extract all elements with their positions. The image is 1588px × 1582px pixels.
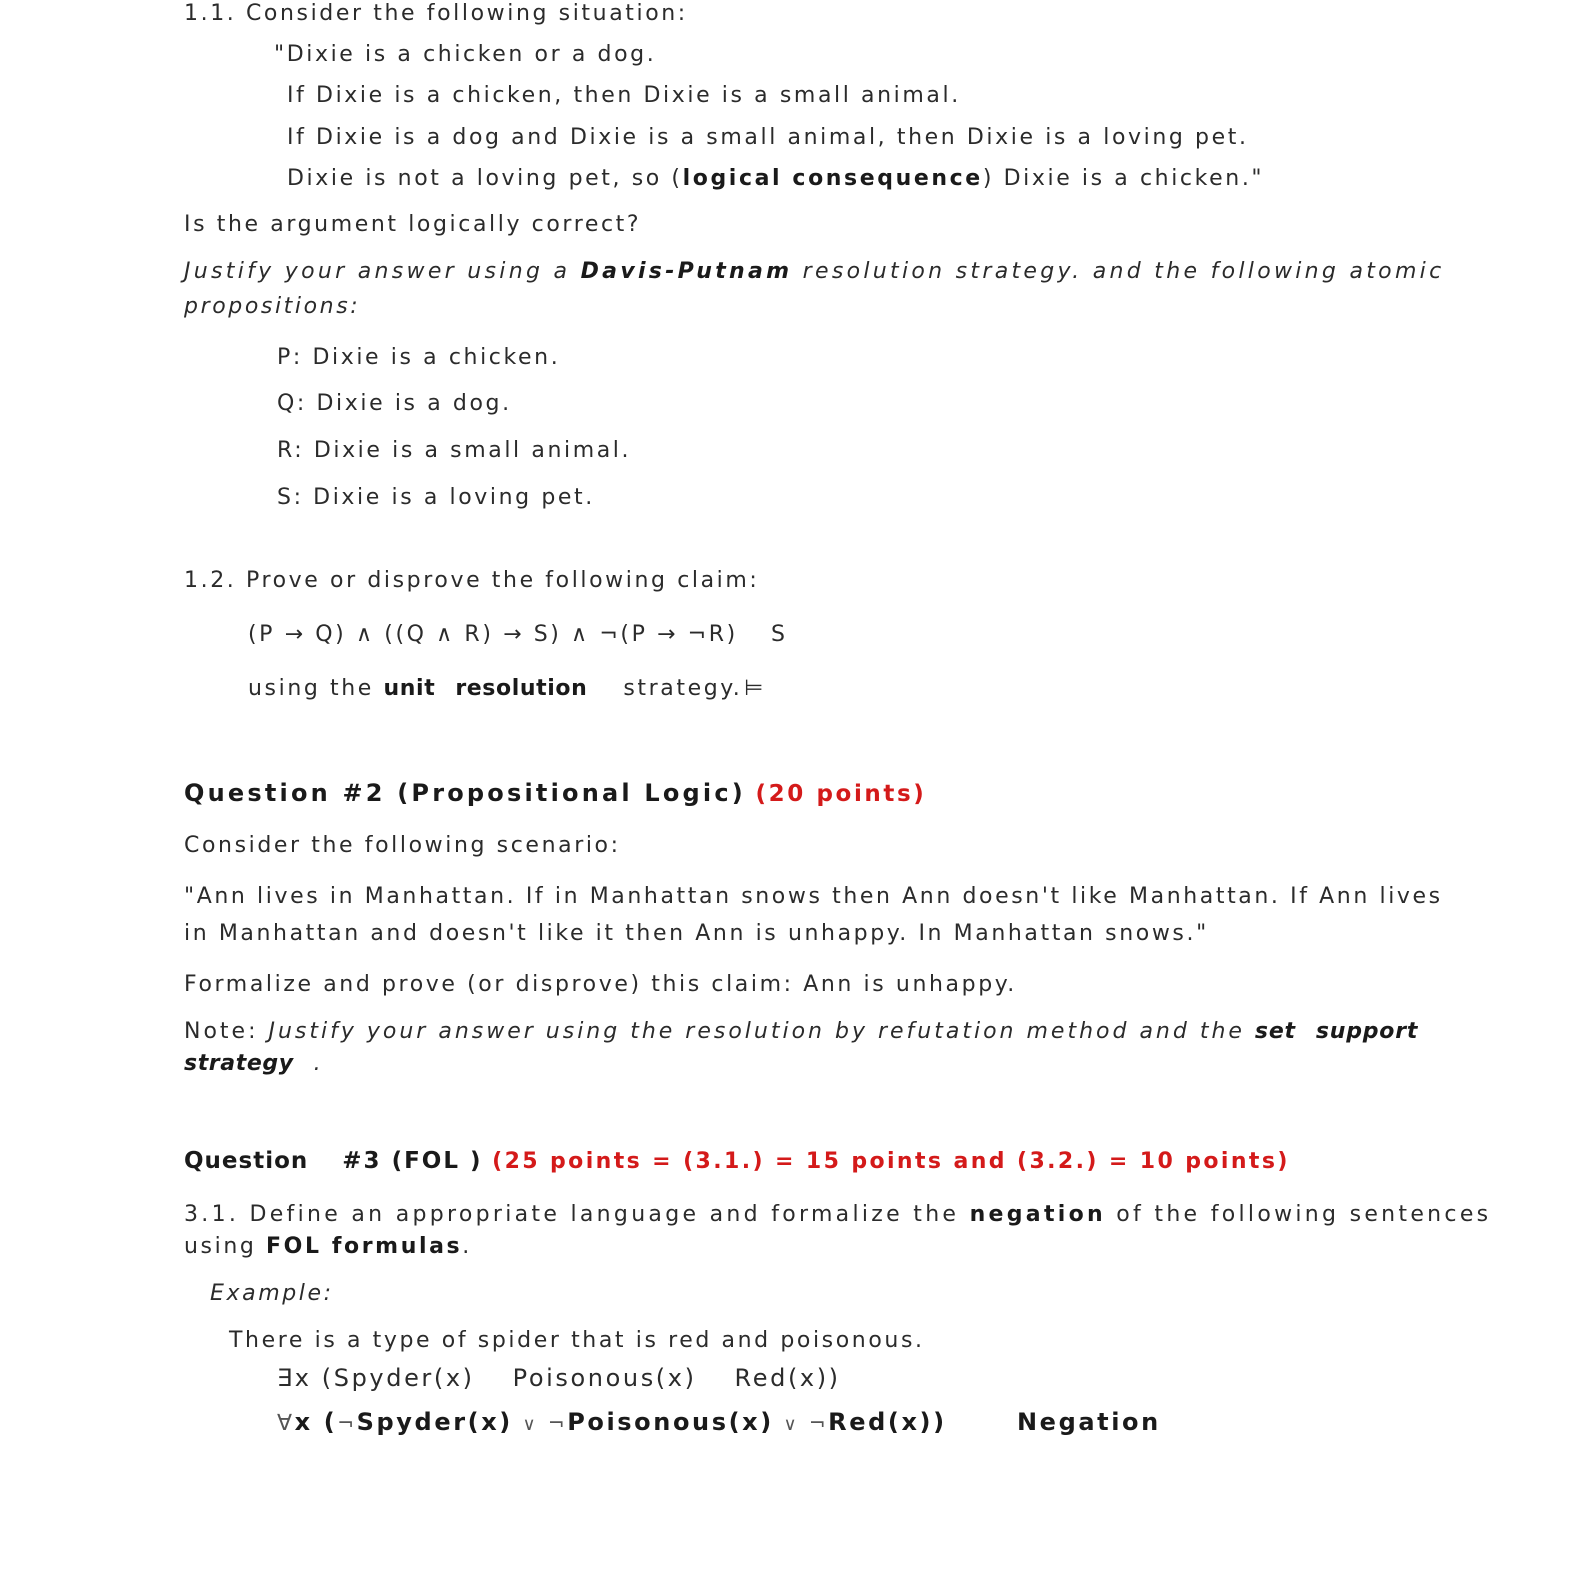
q1-2-intro: 1.2. Prove or disprove the following claim: (184, 568, 760, 593)
formula2-part-d: Red(x)) (828, 1408, 947, 1436)
q1-1-question: Is the argument logically correct? (184, 212, 642, 237)
using-pre: using the (248, 676, 384, 701)
prop-s: S: Dixie is a loving pet. (277, 485, 595, 510)
q2-note-line2 (184, 1053, 323, 1075)
formula1-part-c: Red(x)) (734, 1364, 841, 1392)
q1-2-using (248, 678, 742, 700)
question-3-number: #3 (FOL ) (342, 1148, 483, 1174)
note-strategy: strategy (184, 1051, 294, 1076)
question-2-points: (20 points) (755, 781, 927, 807)
example-sentence: There is a type of spider that is red and poisonous. (229, 1328, 925, 1353)
q1-1-justify (184, 261, 1444, 283)
q1-1-intro: 1.1. Consider the following situation: (184, 1, 688, 26)
negated-formula (277, 1410, 947, 1435)
entails-symbol: ⊨ (744, 676, 766, 701)
q2-intro: Consider the following scenario: (184, 833, 621, 858)
note-set: set (1254, 1019, 1296, 1044)
neg-symbol-2: ¬ (547, 1411, 568, 1435)
q1-1-justify-line2: propositions: (184, 294, 361, 319)
note-end: . (313, 1051, 324, 1076)
using-fol-pre: using (184, 1234, 267, 1259)
fol-formulas: FOL formulas (266, 1234, 463, 1259)
q2-note (184, 1021, 1418, 1043)
define-negation: negation (969, 1202, 1106, 1227)
using-post: strategy. (623, 676, 743, 701)
formula1-part-b: Poisonous(x) (512, 1364, 697, 1392)
negation-label: Negation (1017, 1408, 1161, 1436)
prop-p: P: Dixie is a chicken. (277, 345, 561, 370)
situation-sentence-4 (287, 168, 1264, 190)
example-label: Example: (210, 1281, 334, 1306)
q2-scenario-line1: "Ann lives in Manhattan. If in Manhattan snows then Ann doesn't like Manhattan. If Ann lives (184, 884, 1443, 909)
note-italic: Justify your answer using the resolution by refutation method and the (268, 1019, 1255, 1044)
resolution-word: resolution (455, 676, 588, 701)
or-symbol-1: ∨ (522, 1414, 539, 1435)
question-3-points: (25 points = (3.1.) = 15 points and (3.2.) = 10 points) (492, 1149, 1290, 1174)
s4-pre: Dixie is not a loving pet, so ( (287, 166, 683, 191)
justify-post: resolution strategy. and the following atomic (792, 259, 1445, 284)
formula2-part-b: Spyder(x) (356, 1408, 513, 1436)
q1-2-formula-s: S (771, 622, 788, 647)
define-post: of the following sentences (1106, 1202, 1492, 1227)
question-3-word: Question (184, 1148, 309, 1174)
q2-scenario-line2: in Manhattan and doesn't like it then Ann is unhappy. In Manhattan snows." (184, 921, 1209, 946)
example-formula (277, 1366, 841, 1390)
q3-1-using (184, 1236, 472, 1258)
formula2-part-c: Poisonous(x) (567, 1408, 774, 1436)
q3-1-define (184, 1204, 1491, 1226)
prop-q: Q: Dixie is a dog. (277, 391, 512, 416)
logical-consequence: logical consequence (682, 166, 983, 191)
question-3-heading (184, 1150, 1290, 1173)
formula1-part-a: ∃x (Spyder(x) (277, 1364, 475, 1392)
neg-symbol-3: ¬ (808, 1411, 829, 1435)
q1-2-formula: (P → Q) ∧ ((Q ∧ R) → S) ∧ ¬(P → ¬R) (248, 622, 738, 647)
question-2-heading (184, 781, 926, 806)
situation-sentence-2: If Dixie is a chicken, then Dixie is a small animal. (287, 83, 961, 108)
or-symbol-2: ∨ (783, 1414, 800, 1435)
forall-symbol: ∀ (277, 1411, 295, 1436)
q2-formalize: Formalize and prove (or disprove) this claim: Ann is unhappy. (184, 972, 1017, 997)
prop-r: R: Dixie is a small animal. (277, 438, 632, 463)
note-support: support (1315, 1019, 1419, 1044)
justify-pre: Justify your answer using a (184, 259, 581, 284)
using-fol-post: . (462, 1234, 472, 1259)
question-2-title: Question #2 (Propositional Logic) (184, 779, 746, 807)
situation-sentence-3: If Dixie is a dog and Dixie is a small animal, then Dixie is a loving pet. (287, 125, 1249, 150)
neg-symbol-1: ¬ (337, 1411, 357, 1435)
s4-post: ) Dixie is a chicken." (982, 166, 1265, 191)
davis-putnam: Davis-Putnam (580, 259, 793, 284)
define-pre: 3.1. Define an appropriate language and formalize the (184, 1202, 970, 1227)
situation-sentence-1: "Dixie is a chicken or a dog. (274, 42, 657, 67)
formula2-part-a: x ( (294, 1408, 338, 1436)
unit-word: unit (383, 676, 436, 701)
note-pre: Note: (184, 1019, 269, 1044)
